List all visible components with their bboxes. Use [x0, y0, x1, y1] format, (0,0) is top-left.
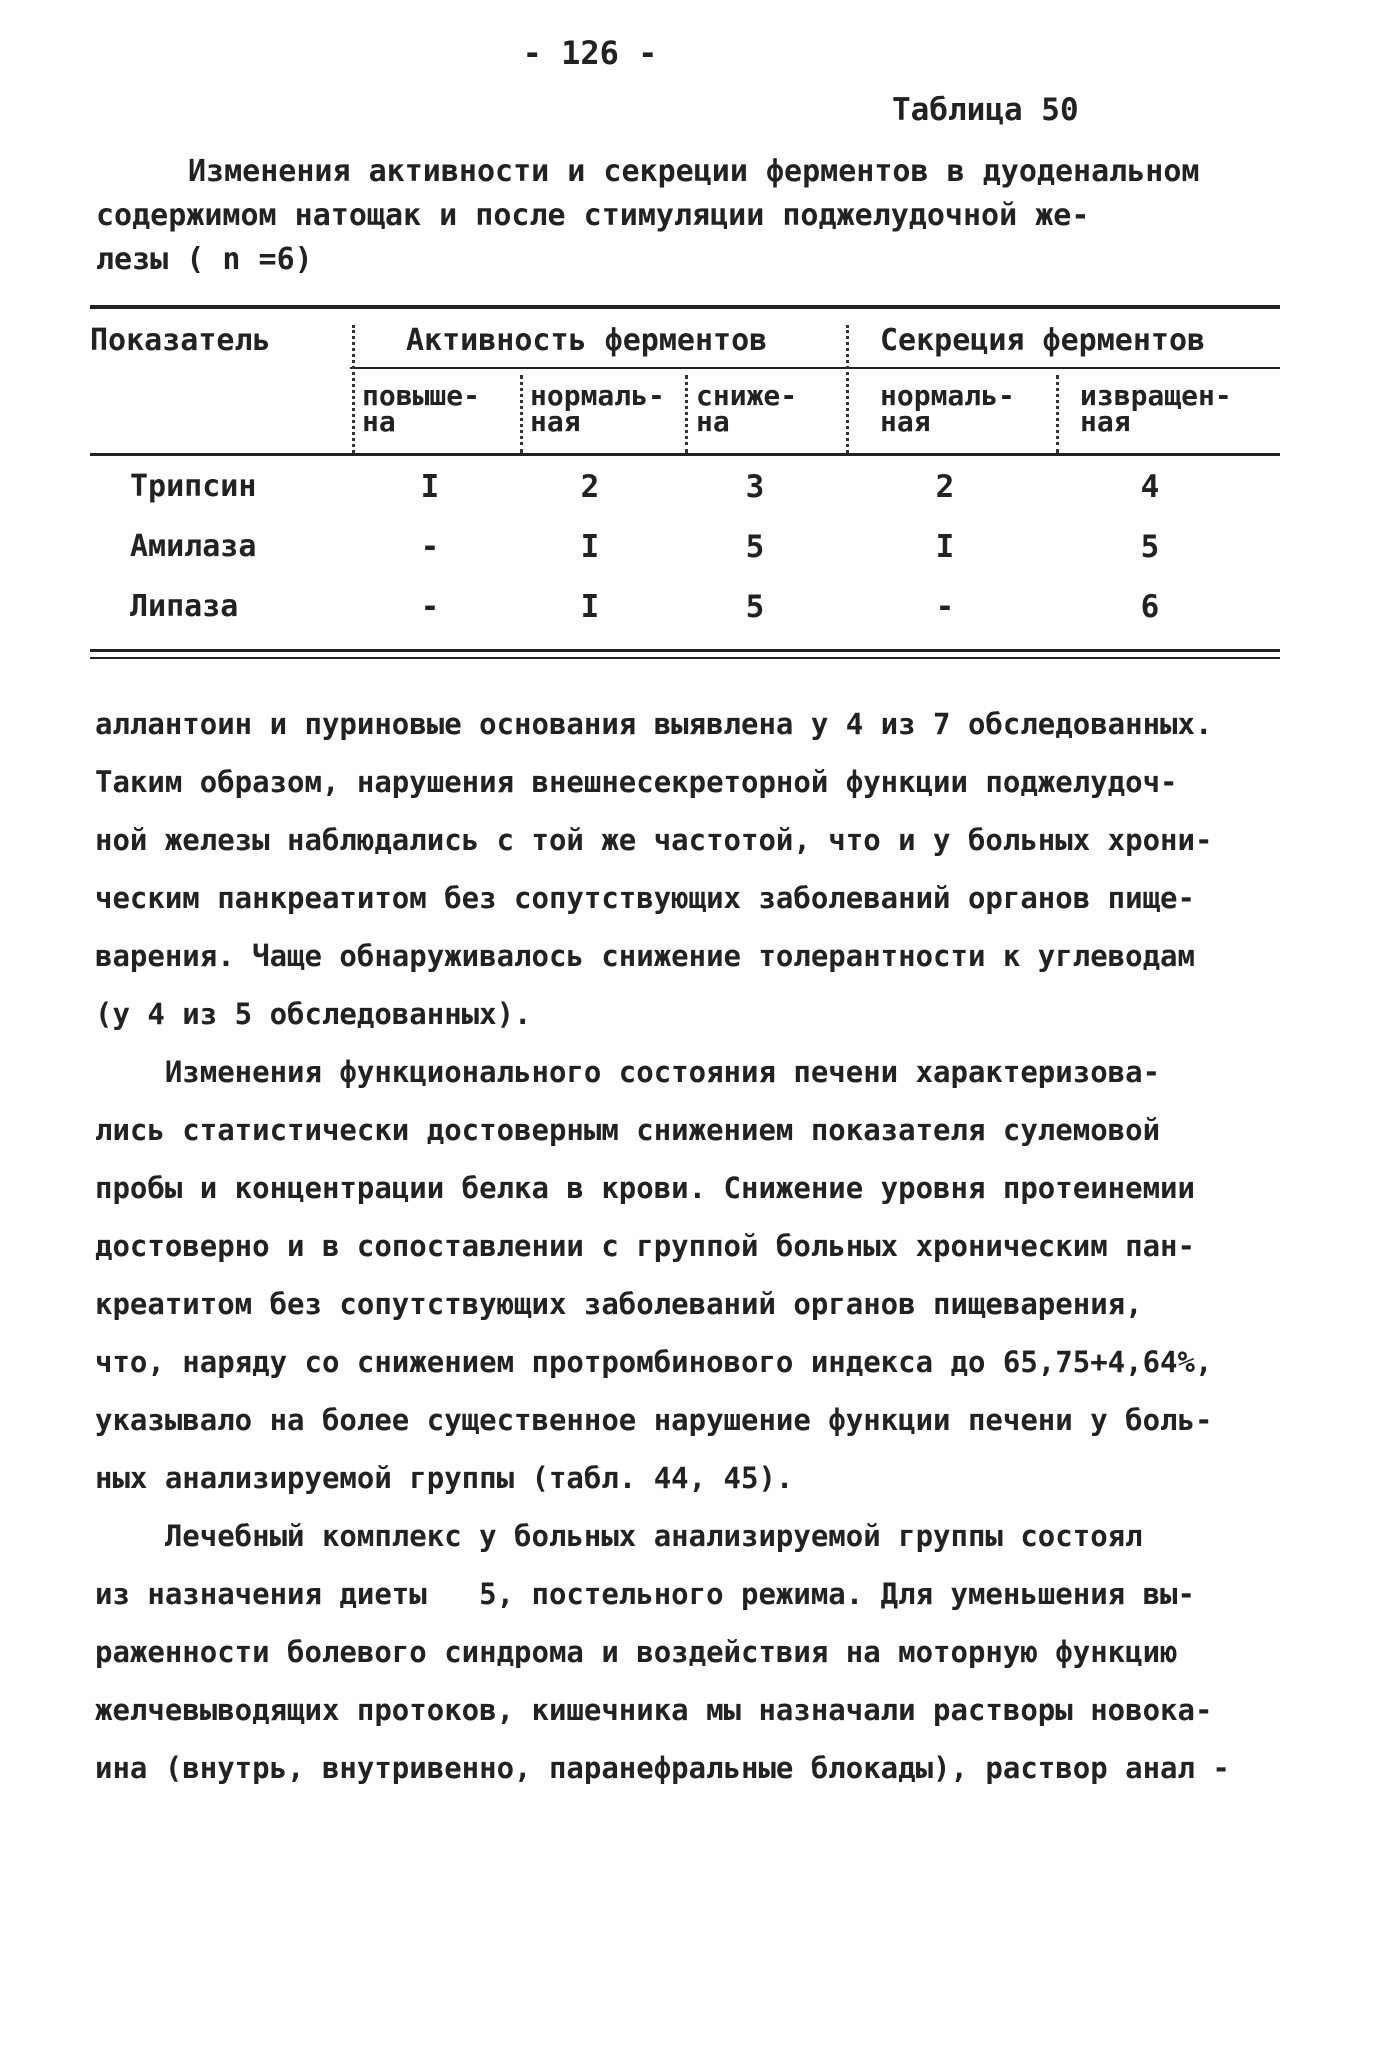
text-line: достоверно и в сопоставлении с группой больных хроническим пан- [95, 1229, 1195, 1263]
caption-line: содержимом натощак и после стимуляции поджелудочной же- [96, 198, 1090, 233]
table-top-rule [90, 305, 1280, 309]
table-cell: I [580, 529, 600, 565]
table-header-rule [90, 453, 1280, 456]
group-header-activity: Активность ферментов [406, 323, 768, 358]
text-line: желчевыводящих протоков, кишечника мы назначали растворы новока- [95, 1693, 1213, 1727]
table-cell: - [935, 589, 955, 625]
caption-line: Изменения активности и секреции ферментов в дуоденальном [188, 154, 1200, 189]
table-cell: I [420, 469, 440, 505]
table-cell: 6 [1140, 589, 1160, 625]
text-line: ных анализируемой группы (табл. 44, 45). [95, 1461, 794, 1495]
text-line: варения. Чаще обнаруживалось снижение толерантности к углеводам [95, 939, 1195, 973]
text-line: что, наряду со снижением протромбинового индекса до 65,75+4,64%, [95, 1345, 1213, 1379]
text-line: пробы и концентрации белка в крови. Снижение уровня протеинемии [95, 1171, 1195, 1205]
text-line: аллантоин и пуриновые основания выявлена у 4 из 7 обследованных. [95, 707, 1213, 741]
subheader-increased: повыше- на [362, 379, 481, 438]
text-line: ческим панкреатитом без сопутствующих заболеваний органов пище- [95, 881, 1195, 915]
col-separator [1056, 375, 1059, 453]
col-separator [685, 375, 688, 453]
subheader-distorted: извращен- ная [1080, 379, 1232, 438]
col-separator [846, 325, 849, 453]
subheader-decreased: сниже- на [696, 379, 798, 438]
subheader-normal-activity: нормаль- ная [530, 379, 665, 438]
caption-line: лезы ( n =6) [96, 242, 313, 277]
table-label: Таблица 50 [892, 92, 1079, 128]
text-line: из назначения диеты 5, постельного режима. Для уменьшения вы- [95, 1577, 1195, 1611]
table-cell: 5 [1140, 529, 1160, 565]
col-separator [352, 325, 355, 453]
table-cell: 4 [1140, 469, 1160, 505]
table-cell: 5 [745, 529, 765, 565]
table-bottom-rule [90, 649, 1280, 652]
table-caption [96, 150, 1248, 282]
text-line: указывало на более существенное нарушение функции печени у боль- [95, 1403, 1213, 1437]
text-line: раженности болевого синдрома и воздействия на моторную функцию [95, 1635, 1178, 1669]
page-number: - 126 - [522, 34, 658, 72]
text-line: лись статистически достоверным снижением показателя сулемовой [95, 1113, 1161, 1147]
table-cell: - [420, 529, 440, 565]
text-line: (у 4 из 5 обследованных). [95, 997, 532, 1031]
text-line: ной железы наблюдались с той же частотой, что и у больных хрони- [95, 823, 1213, 857]
col-separator [520, 375, 523, 453]
table-cell: I [935, 529, 955, 565]
row-label-amylase: Амилаза [130, 529, 257, 564]
text-line: ина (внутрь, внутривенно, паранефральные блокады), раствор анал - [95, 1751, 1230, 1785]
row-label-trypsin: Трипсин [130, 469, 257, 504]
table-cell: 2 [935, 469, 955, 505]
table-bottom-rule-2 [90, 657, 1280, 659]
text-line: Изменения функционального состояния печени характеризова- [95, 1055, 1161, 1089]
row-label-lipase: Липаза [130, 589, 239, 624]
text-line: Лечебный комплекс у больных анализируемой группы состоял [95, 1519, 1143, 1553]
body-text [95, 695, 1295, 1797]
table-cell: 3 [745, 469, 765, 505]
text-line: креатитом без сопутствующих заболеваний органов пищеварения, [95, 1287, 1143, 1321]
table-cell: 5 [745, 589, 765, 625]
subheader-normal-secretion: нормаль- ная [880, 379, 1015, 438]
data-table [90, 305, 1280, 665]
group-header-secretion: Секреция ферментов [880, 323, 1206, 358]
table-cell: - [420, 589, 440, 625]
table-cell: 2 [580, 469, 600, 505]
text-line: Таким образом, нарушения внешнесекреторной функции поджелудоч- [95, 765, 1178, 799]
table-group-rule [350, 367, 1280, 369]
table-cell: I [580, 589, 600, 625]
col-header-indicator: Показатель [90, 323, 271, 358]
